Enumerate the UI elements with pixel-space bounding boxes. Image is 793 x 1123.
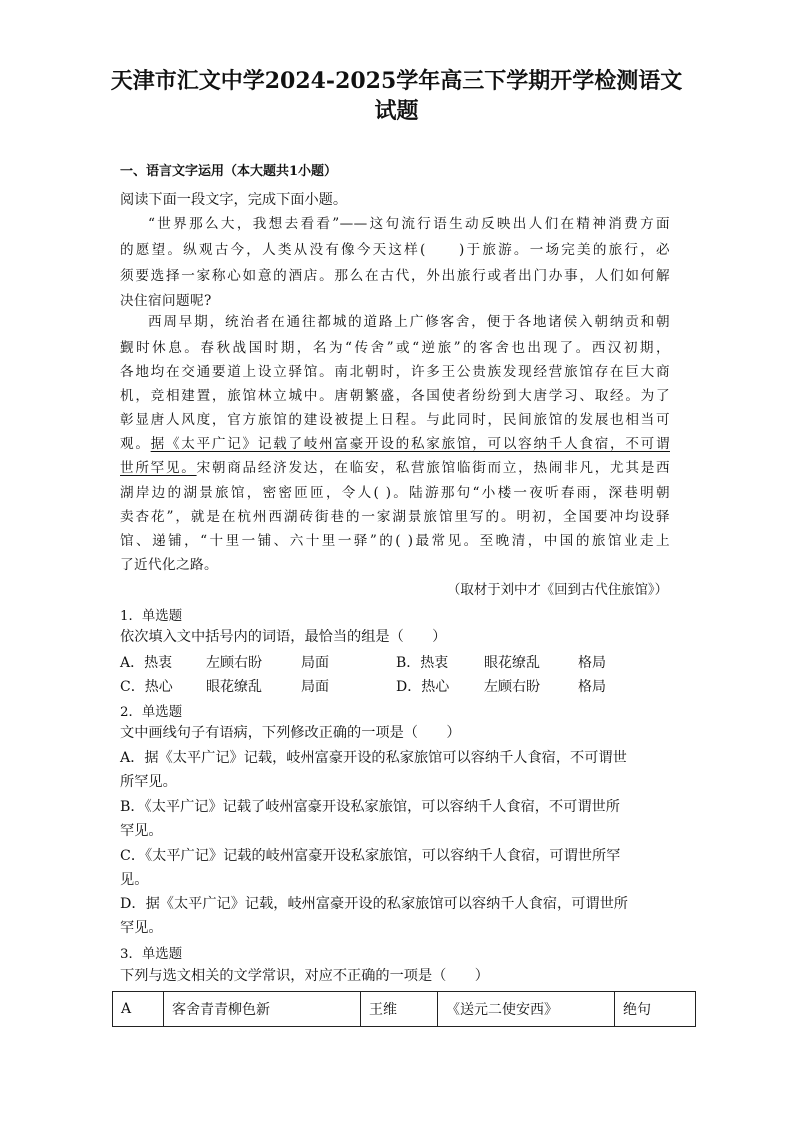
passage-line: 各地均在交通要道上设立驿馆。南北朝时，许多王公贵族发现经营旅馆存在巨大商 (120, 364, 670, 380)
question-2-option-d[interactable]: D．据《太平广记》记载，岐州富豪开设的私家旅馆可以容纳千人食宿，可谓世所 (120, 896, 628, 912)
option-c-word3: 局面 (301, 679, 329, 695)
passage-line: 西周早期，统治者在通往都城的道路上广修客舍，便于各地诸侯入朝纳贡和朝 (148, 314, 670, 330)
passage-line: “世界那么大，我想去看看”——这句流行语生动反映出人们在精神消费方面 (148, 216, 670, 232)
question-3-stem: 下列与选文相关的文学常识，对应不正确的一项是（ ） (120, 968, 489, 984)
table-cell-author: 王维 (361, 992, 438, 1027)
passage-line-underlined (120, 458, 670, 478)
question-2-option-c[interactable]: C．《太平广记》记载的岐州富豪开设私家旅馆，可以容纳千人食宿，可谓世所罕 (120, 848, 621, 864)
passage-line-underlined (120, 434, 670, 454)
table-cell-verse: 客舍青青柳色新 (164, 992, 361, 1027)
passage-line: 了近代化之路。 (120, 557, 218, 573)
option-d-word2: 左顾右盼 (484, 679, 540, 695)
question-1-stem: 依次填入文中括号内的词语，最恰当的组是（ ） (120, 629, 447, 645)
instruction-text: 阅读下面一段文字，完成下面小题。 (120, 192, 348, 208)
passage-text: 观。 (120, 436, 151, 452)
underlined-sentence-end: 世所罕见。 (120, 460, 197, 476)
passage-line: 湖岸边的湖景旅馆，密密匝匝，令人( )。陆游那句“小楼一夜听春雨，深巷明朝 (120, 485, 670, 501)
underlined-sentence: 据《太平广记》记载了岐州富豪开设的私家旅馆，可以容纳千人食宿，不可谓 (150, 436, 670, 452)
passage-line: 机，竞相建置，旅馆林立城中。唐朝繁盛，各国使者纷纷到大唐学习、取经。为了 (120, 388, 670, 404)
option-d-word3: 格局 (578, 679, 606, 695)
document-title (110, 66, 683, 126)
question-2-option-a-cont: 所罕见。 (120, 774, 177, 790)
passage-line: 须要选择一家称心如意的酒店。那么在古代，外出旅行或者出门办事，人们如何解 (120, 268, 670, 284)
question-2-option-a[interactable]: A．据《太平广记》记载，岐州富豪开设的私家旅馆可以容纳千人食宿，不可谓世 (120, 750, 627, 766)
question-2-option-b-cont: 罕见。 (120, 823, 163, 839)
option-b-word1[interactable]: B．热衷 (396, 655, 449, 671)
passage-line: 卖杏花”，就是在杭州西湖砖街巷的一家湖景旅馆里写的。明初，全国要冲均设驿 (120, 509, 670, 525)
passage-source: （取材于刘中才《回到古代住旅馆》） (447, 583, 668, 598)
option-c-word1[interactable]: C．热心 (120, 679, 173, 695)
question-2-option-c-cont: 见。 (120, 872, 149, 888)
table-cell-option: A (113, 992, 164, 1027)
title-line-2: 试题 (374, 98, 419, 124)
option-d-word1[interactable]: D．热心 (396, 679, 450, 695)
passage-line: 决住宿问题呢? (120, 293, 212, 309)
title-line-1: 天津市汇文中学2024-2025学年高三下学期开学检测语文 (110, 68, 683, 94)
option-a-word2: 左顾右盼 (206, 655, 262, 671)
question-2-option-b[interactable]: B．《太平广记》记载了岐州富豪开设私家旅馆，可以容纳千人食宿，不可谓世所 (120, 799, 620, 815)
question-2-label: 2．单选题 (120, 705, 183, 720)
option-c-word2: 眼花缭乱 (206, 679, 262, 695)
table-row[interactable] (113, 992, 696, 1027)
section-heading: 一、语言文字运用（本大题共1小题） (120, 164, 338, 179)
passage-line: 觐时休息。春秋战国时期，名为“传舍”或“逆旅”的客舍也出现了。西汉初期， (120, 340, 670, 356)
literature-table (112, 991, 696, 1027)
option-b-word2: 眼花缭乱 (484, 655, 540, 671)
option-a-word3: 局面 (301, 655, 329, 671)
option-a-word1[interactable]: A．热衷 (120, 655, 173, 671)
question-2-stem: 文中画线句子有语病，下列修改正确的一项是（ ） (120, 725, 461, 741)
question-3-label: 3．单选题 (120, 947, 183, 962)
passage-line: 馆、递铺，“十里一铺、六十里一驿”的( )最常见。至晚清，中国的旅馆业走上 (120, 533, 670, 549)
passage-line: 彰显唐人风度，官方旅馆的建设被提上日程。与此同时，民间旅馆的发展也相当可 (120, 412, 670, 428)
table-cell-genre: 绝句 (615, 992, 696, 1027)
table-cell-work: 《送元二使安西》 (438, 992, 615, 1027)
option-b-word3: 格局 (578, 655, 606, 671)
question-1-label: 1．单选题 (120, 609, 183, 624)
passage-line: 的愿望。纵观古今，人类从没有像今天这样( )于旅游。一场完美的旅行，必 (120, 242, 670, 258)
question-2-option-d-cont: 罕见。 (120, 920, 163, 936)
passage-text: 宋朝商品经济发达，在临安，私营旅馆临街而立，热闹非凡，尤其是西 (196, 460, 670, 476)
